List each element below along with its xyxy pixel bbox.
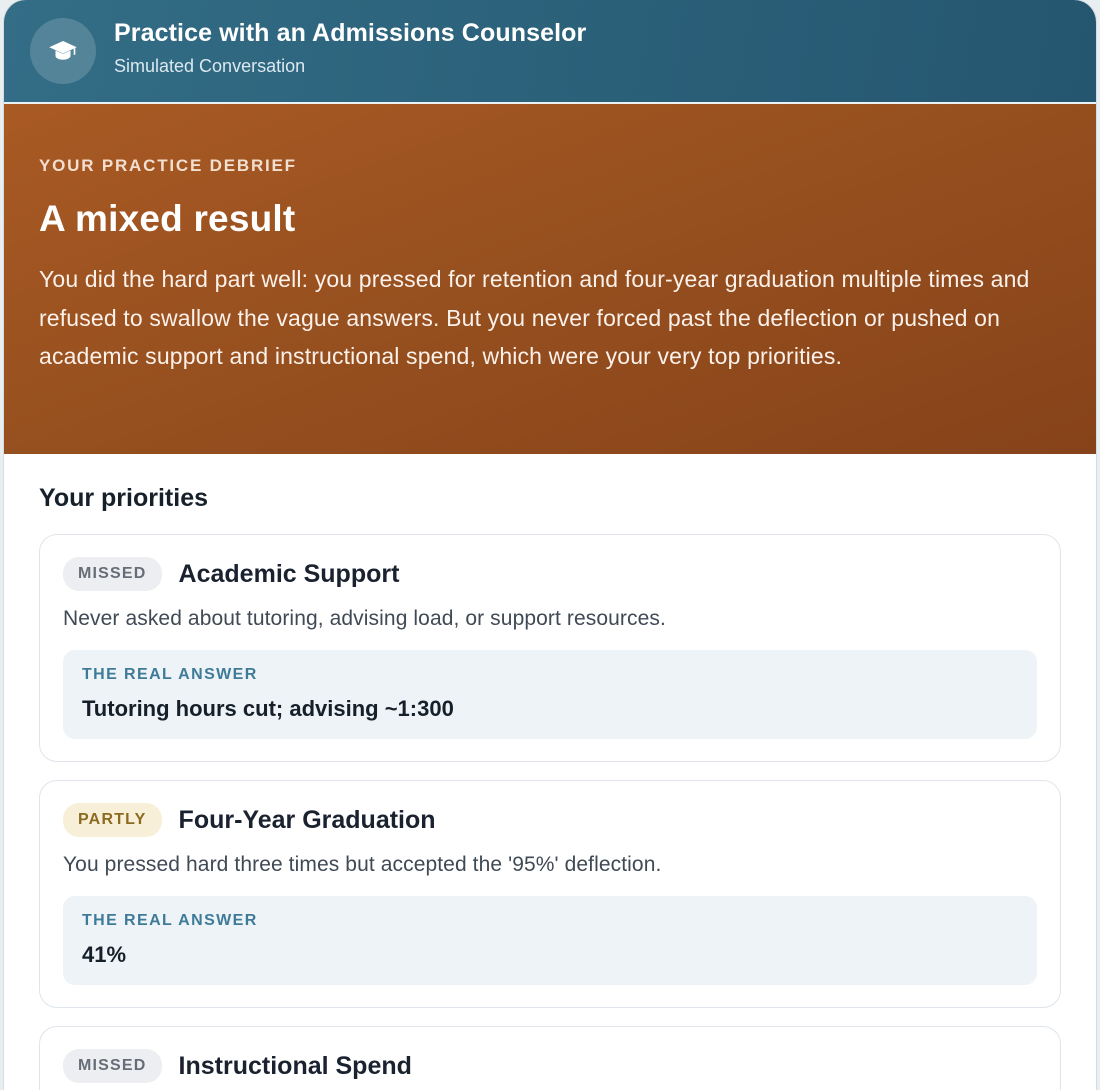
real-answer-label: THE REAL ANSWER — [82, 912, 258, 929]
priority-card-four-year-graduation — [39, 780, 1061, 1008]
status-badge: MISSED — [63, 557, 162, 591]
status-badge: MISSED — [63, 1049, 162, 1083]
priority-card-academic-support — [39, 534, 1061, 762]
debrief-eyebrow: YOUR PRACTICE DEBRIEF — [39, 156, 297, 175]
real-answer-value: Tutoring hours cut; advising ~1:300 — [82, 696, 454, 721]
debrief-summary: You did the hard part well: you pressed for retention and four-year graduation multiple times and refused to swallow the vague answers. But you never forced past the deflection or pushed on academic support and instructional spend, which were your very top priorities. — [39, 266, 1030, 369]
debrief-banner — [4, 104, 1096, 454]
real-answer-value: 41% — [82, 942, 127, 967]
real-answer-box — [63, 650, 1037, 739]
priority-description: Never asked about tutoring, advising load, or support resources. — [63, 607, 666, 630]
debrief-panel — [4, 0, 1096, 1090]
priorities-section — [4, 454, 1096, 1090]
priority-title: Four-Year Graduation — [178, 805, 436, 834]
priority-title: Academic Support — [178, 559, 400, 588]
debrief-verdict: A mixed result — [39, 198, 296, 239]
priority-title: Instructional Spend — [178, 1051, 412, 1080]
real-answer-label: THE REAL ANSWER — [82, 666, 258, 683]
real-answer-box — [63, 896, 1037, 985]
priority-card-instructional-spend — [39, 1026, 1061, 1090]
section-title: Your priorities — [39, 484, 209, 512]
chat-header — [4, 0, 1096, 104]
status-badge: PARTLY — [63, 803, 162, 837]
graduation-cap-icon — [30, 18, 96, 84]
header-title: Practice with an Admissions Counselor — [114, 19, 587, 47]
header-subtitle: Simulated Conversation — [114, 56, 306, 76]
priority-description: You pressed hard three times but accepted the '95%' deflection. — [63, 853, 662, 876]
